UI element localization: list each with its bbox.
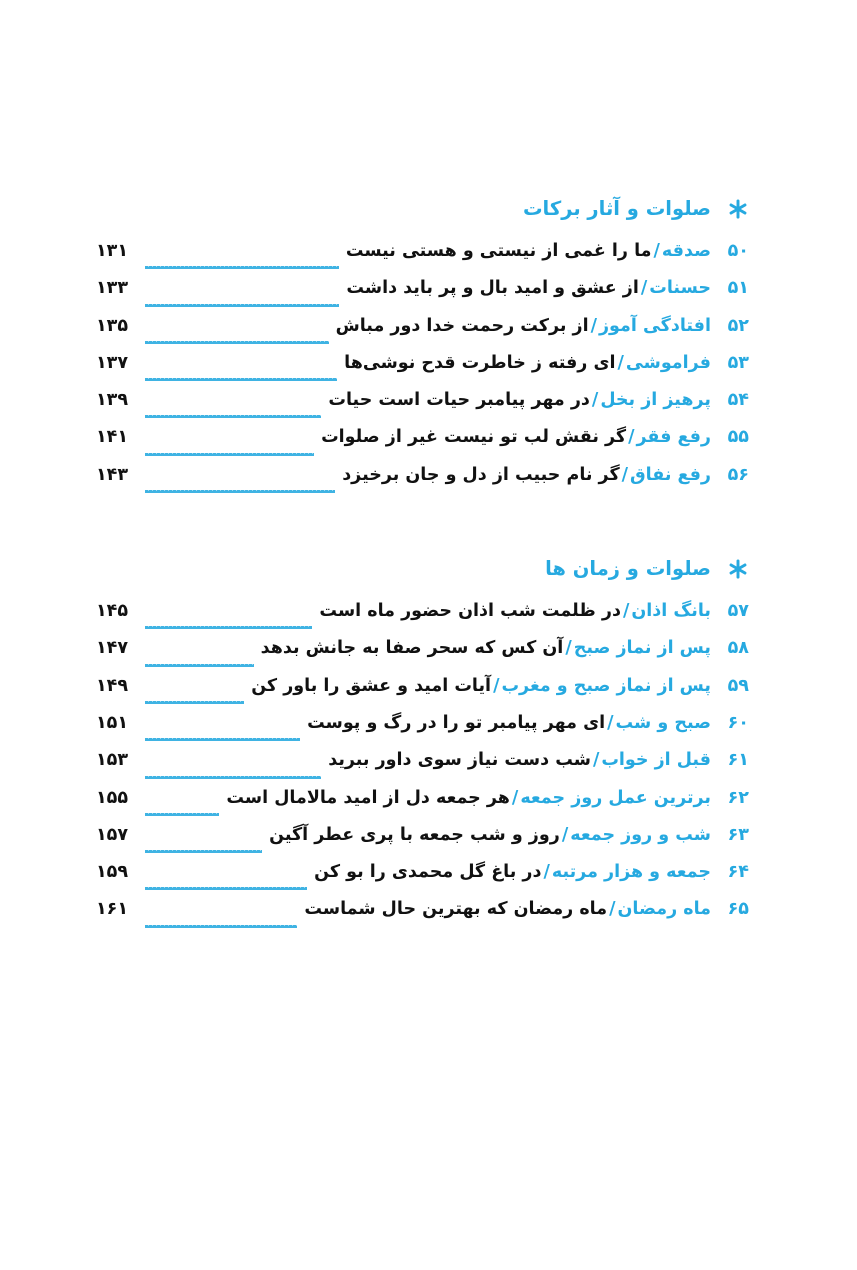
entry-page-number: ۱۳۳ <box>96 278 129 299</box>
entry-topic: ماه رمضان <box>617 899 711 920</box>
entry-page-number: ۱۵۳ <box>96 750 129 771</box>
entry-separator: / <box>653 241 660 261</box>
entry-separator: / <box>493 675 500 696</box>
entry-number: ۶۳ <box>727 824 749 845</box>
entry-text <box>314 864 711 882</box>
entry-topic: صدقه <box>661 241 711 261</box>
asterisk-icon <box>727 198 749 220</box>
entry-separator: / <box>609 899 616 920</box>
entry-number: ۶۱ <box>727 750 749 771</box>
section-title: صلوات و زمان ها <box>545 557 711 581</box>
entry-number: ۶۵ <box>727 899 749 920</box>
entry-page-number: ۱۴۱ <box>96 427 129 448</box>
leader-line <box>145 378 337 381</box>
entry-separator: / <box>561 824 569 845</box>
entry-topic: حسنات <box>649 278 711 299</box>
entry-topic: پس از نماز صبح و مغرب <box>501 675 711 696</box>
toc-entry[interactable] <box>96 280 749 317</box>
entry-page-number: ۱۵۷ <box>96 824 129 845</box>
toc-entry[interactable] <box>96 675 749 715</box>
entry-number: ۵۵ <box>727 427 749 448</box>
entry-description: آیات امید و عشق را باور کن <box>251 675 492 696</box>
toc-entry-list <box>96 243 749 504</box>
entry-topic: صبح و شب <box>615 712 711 733</box>
leader-line <box>145 738 300 741</box>
entry-description: ای مهر پیامبر تو را در رگ و پوست <box>307 712 606 733</box>
entry-text <box>328 752 711 770</box>
toc-entry[interactable] <box>96 787 749 827</box>
entry-text <box>346 243 711 261</box>
entry-topic: بانگ اذان <box>631 601 711 622</box>
entry-topic: افتادگی آموز <box>598 315 711 336</box>
entry-separator: / <box>607 712 614 733</box>
entry-topic: جمعه و هزار مرتبه <box>551 862 711 883</box>
entry-description: شب دست نیاز سوی داور ببرید <box>328 750 591 771</box>
entry-topic: قبل از خواب <box>601 750 711 771</box>
leader-line <box>145 266 339 269</box>
entry-description: هر جمعه دل از امید مالامال است <box>226 787 510 808</box>
entry-text <box>251 675 711 696</box>
entry-page-number: ۱۵۱ <box>96 712 129 733</box>
toc-entry[interactable] <box>96 392 749 429</box>
entry-topic: رفع نفاق <box>630 464 711 485</box>
entry-text <box>226 787 711 808</box>
toc-entry[interactable] <box>96 429 749 466</box>
entry-description: ای رفته ز خاطرت قدح نوشی‌ها <box>344 352 616 373</box>
entry-separator: / <box>511 787 519 808</box>
entry-number: ۵۴ <box>727 390 749 411</box>
entry-text <box>328 392 711 410</box>
toc-entry[interactable] <box>96 712 749 752</box>
entry-text <box>269 824 711 845</box>
entry-number: ۵۲ <box>727 315 749 336</box>
leader-line <box>145 813 219 816</box>
entry-text <box>344 352 711 373</box>
entry-description: در مهر پیامبر حیات است حیات <box>328 390 590 411</box>
entry-separator: / <box>617 352 624 373</box>
entry-number: ۵۰ <box>727 241 749 261</box>
asterisk-icon <box>727 558 749 580</box>
entry-number: ۶۰ <box>727 712 749 733</box>
toc-entry[interactable] <box>96 315 749 355</box>
toc-entry[interactable] <box>96 864 749 901</box>
section-heading <box>96 192 749 226</box>
entry-text <box>319 603 711 621</box>
entry-page-number: ۱۴۹ <box>96 675 129 696</box>
section-heading <box>96 552 749 586</box>
entry-text <box>346 280 711 298</box>
entry-separator: / <box>592 750 600 771</box>
toc-entry[interactable] <box>96 243 749 280</box>
leader-line <box>145 626 312 629</box>
entry-page-number: ۱۳۹ <box>96 390 129 411</box>
entry-text <box>304 901 711 919</box>
entry-description: گر نقش لب تو نیست غیر از صلوات <box>321 427 627 448</box>
entry-separator: / <box>628 427 635 448</box>
leader-line <box>145 887 307 890</box>
entry-separator: / <box>621 464 629 485</box>
entry-separator: / <box>640 278 648 299</box>
leader-line <box>145 776 321 779</box>
table-of-contents <box>96 192 749 939</box>
entry-description: ما را غمی از نیستی و هستی نیست <box>345 241 652 261</box>
entry-number: ۶۲ <box>727 787 749 808</box>
entry-page-number: ۱۳۱ <box>96 241 129 261</box>
entry-description: ماه رمضان که بهترین حال شماست <box>304 899 608 920</box>
leader-line <box>145 850 262 853</box>
leader-line <box>145 415 321 418</box>
toc-entry[interactable] <box>96 752 749 789</box>
leader-line <box>145 701 244 704</box>
toc-section <box>96 552 749 939</box>
toc-entry[interactable] <box>96 640 749 677</box>
leader-line <box>145 664 254 667</box>
entry-number: ۵۹ <box>727 675 749 696</box>
entry-text <box>321 429 711 447</box>
entry-number: ۵۶ <box>727 464 749 485</box>
entry-number: ۵۳ <box>727 352 749 373</box>
entry-text <box>261 640 711 658</box>
entry-description: در باغ گل محمدی را بو کن <box>314 862 542 883</box>
entry-topic: برترین عمل روز جمعه <box>520 787 711 808</box>
entry-number: ۶۴ <box>727 862 749 883</box>
leader-line <box>145 925 297 928</box>
entry-page-number: ۱۴۷ <box>96 638 129 659</box>
entry-page-number: ۱۴۳ <box>96 464 129 485</box>
entry-topic: شب و روز جمعه <box>570 824 711 845</box>
entry-number: ۵۱ <box>727 278 749 299</box>
entry-number: ۵۸ <box>727 638 749 659</box>
entry-page-number: ۱۶۱ <box>96 899 129 920</box>
section-title: صلوات و آثار برکات <box>522 197 711 221</box>
entry-text <box>307 712 711 733</box>
leader-line <box>145 453 314 456</box>
leader-line <box>145 341 329 344</box>
entry-page-number: ۱۵۵ <box>96 787 129 808</box>
toc-entry[interactable] <box>96 603 749 640</box>
toc-entry-list <box>96 603 749 939</box>
toc-entry[interactable] <box>96 824 749 864</box>
entry-text <box>335 315 711 336</box>
leader-line <box>145 304 339 307</box>
entry-text <box>342 464 711 485</box>
entry-topic: پس از نماز صبح <box>573 638 711 659</box>
entry-description: روز و شب جمعه با پری عطر آگین <box>269 824 560 845</box>
toc-section <box>96 192 749 504</box>
entry-topic: فراموشی <box>625 352 711 373</box>
entry-description: در ظلمت شب اذان حضور ماه است <box>319 601 621 622</box>
entry-separator: / <box>565 638 572 659</box>
entry-separator: / <box>591 390 599 411</box>
entry-separator: / <box>543 862 550 883</box>
entry-page-number: ۱۵۹ <box>96 862 129 883</box>
entry-description: گر نام حبیب از دل و جان برخیزد <box>342 464 620 485</box>
entry-description: آن کس که سحر صفا به جانش بدهد <box>260 638 564 659</box>
toc-entry[interactable] <box>96 464 749 504</box>
entry-topic: پرهیز از بخل <box>600 390 711 411</box>
toc-entry[interactable] <box>96 901 749 938</box>
entry-separator: / <box>590 315 597 336</box>
entry-topic: رفع فقر <box>636 427 711 448</box>
leader-line <box>145 490 335 493</box>
entry-page-number: ۱۳۷ <box>96 352 129 373</box>
entry-number: ۵۷ <box>727 601 749 622</box>
toc-entry[interactable] <box>96 352 749 392</box>
entry-description: از برکت رحمت خدا دور مباش <box>335 315 589 336</box>
entry-page-number: ۱۳۵ <box>96 315 129 336</box>
entry-description: از عشق و امید بال و پر باید داشت <box>346 278 639 299</box>
entry-page-number: ۱۴۵ <box>96 601 129 622</box>
entry-separator: / <box>622 601 630 622</box>
